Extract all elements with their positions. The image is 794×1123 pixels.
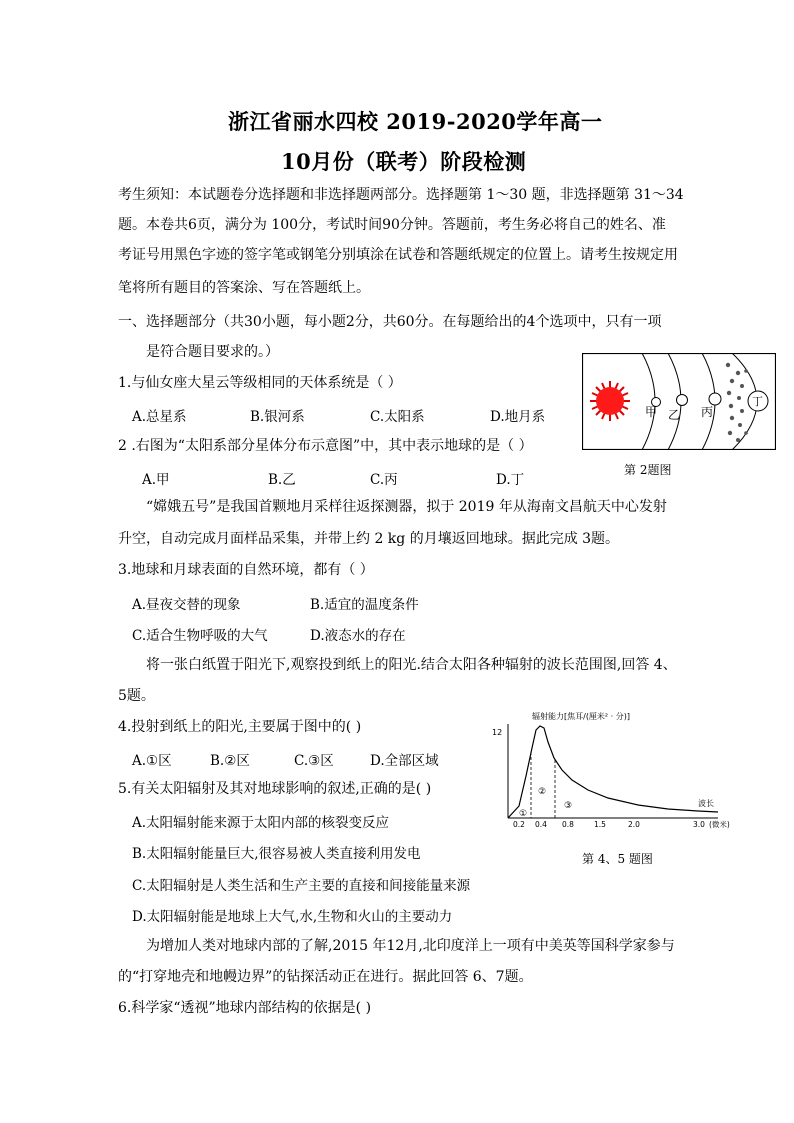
q2-option-b: B.乙: [268, 472, 296, 488]
fig45-x-tick: 2.0: [628, 820, 640, 829]
page-title-line2: 10月份（联考）阶段检测: [281, 149, 527, 174]
q5-option-a: A.太阳辐射能来源于太阳内部的核裂变反应: [132, 815, 390, 831]
question-4-stem: 4.投射到纸上的阳光,主要属于图中的( ): [118, 719, 362, 735]
fig2-label-yi: 乙: [668, 408, 681, 422]
q4-option-d: D.全部区域: [370, 753, 439, 769]
q2-option-d: D.丁: [496, 472, 525, 488]
passage-q45-cont: 5题。: [118, 688, 155, 704]
q2-option-c: C.丙: [370, 472, 398, 488]
q3-option-a: A.昼夜交替的现象: [132, 597, 241, 613]
passage-q3: “嫦娥五号”是我国首颗地月采样往返探测器，拟于 2019 年从海南文昌航天中心发射: [146, 499, 667, 515]
fig45-y-tick: 12: [492, 728, 503, 737]
sun-icon: [590, 381, 630, 421]
fig45-x-tick: 0.2: [513, 820, 525, 829]
question-3-stem: 3.地球和月球表面的自然环境，都有（ ）: [118, 562, 374, 578]
fig45-x-tick: 0.8: [562, 820, 574, 829]
solar-radiation-chart: [488, 706, 746, 832]
fig45-x-tick: 1.5: [594, 820, 606, 829]
fig45-region-3: ③: [564, 801, 573, 811]
fig2-label-ding: 丁: [752, 395, 763, 408]
notice-line: 考证号用黑色字迹的签字笔或钢笔分别填涂在试卷和答题纸规定的位置上。请考生按规定用: [118, 247, 678, 263]
fig45-region-2: ②: [538, 787, 547, 797]
q1-option-b: B.银河系: [250, 409, 305, 425]
passage-q67-cont: 的“打穿地壳和地幔边界”的钻探活动正在进行。据此回答 6、7题。: [118, 969, 533, 985]
fig45-x-tick: 0.4: [535, 820, 547, 829]
question-6-stem: 6.科学家“透视”地球内部结构的依据是( ): [118, 1000, 372, 1016]
fig2-label-jia: 甲: [645, 405, 658, 419]
question-5-stem: 5.有关太阳辐射及其对地球影响的叙述,正确的是( ): [118, 781, 432, 797]
fig45-region-1: ①: [519, 809, 528, 819]
q2-option-a: A.甲: [142, 472, 170, 488]
fig45-ylabel: 辐射能力[焦耳/(厘米² · 分)]: [532, 712, 631, 721]
section-heading-cont: 是符合题目要求的。）: [146, 344, 279, 360]
fig2-label-bing: 丙: [701, 405, 714, 419]
question-1-stem: 1.与仙女座大星云等级相同的天体系统是（ ）: [118, 375, 402, 391]
q4-option-c: C.③区: [294, 753, 334, 769]
q3-option-b: B.适宜的温度条件: [310, 597, 419, 613]
q1-option-a: A.总星系: [132, 409, 187, 425]
q5-option-d: D.太阳辐射能是地球上大气,水,生物和火山的主要动力: [132, 909, 453, 925]
q4-option-a: A.①区: [132, 753, 172, 769]
passage-q45: 将一张白纸置于阳光下,观察投到纸上的阳光.结合太阳各种辐射的波长范围图,回答 4、: [146, 657, 677, 673]
passage-q67: 为增加人类对地球内部的了解,2015 年12月,北印度洋上一项有中美英等国科学家参与: [146, 938, 675, 954]
question-2-stem: 2 .右图为“太阳系部分星体分布示意图”中，其中表示地球的是（ ）: [118, 438, 533, 454]
q3-option-d: D.液态水的存在: [310, 628, 406, 644]
section-heading: 一、选择题部分（共30小题，每小题2分，共60分。在每题给出的4个选项中，只有一项: [118, 314, 662, 330]
fig2-caption: 第 2题图: [624, 463, 672, 477]
passage-q3-cont: 升空，自动完成月面样品采集，并带上约 2 kg 的月壤返回地球。据此完成 3题。: [118, 531, 620, 547]
q4-option-b: B.②区: [210, 753, 250, 769]
q5-option-c: C.太阳辐射是人类生活和生产主要的直接和间接能量来源: [132, 878, 471, 894]
fig45-x-unit: (微米): [709, 820, 730, 829]
notice-line: 考生须知：本试题卷分选择题和非选择题两部分。选择题第 1～30 题，非选择题第 31～34: [118, 187, 684, 203]
q1-option-c: C.太阳系: [370, 409, 425, 425]
fig45-x-tick: 3.0: [693, 820, 705, 829]
q3-option-c: C.适合生物呼吸的大气: [132, 628, 268, 644]
solar-system-figure: [582, 353, 776, 450]
notice-line: 笔将所有题目的答案涂、写在答题纸上。: [118, 280, 370, 296]
notice-line: 题。本卷共6页，满分为 100分，考试时间90分钟。答题前，考生务必将自己的姓名、准: [118, 217, 666, 233]
fig45-caption: 第 4、5 题图: [582, 852, 653, 866]
q5-option-b: B.太阳辐射能量巨大,很容易被人类直接利用发电: [132, 846, 421, 862]
q1-option-d: D.地月系: [490, 409, 546, 425]
fig45-curve-label: 波长: [698, 799, 714, 808]
page-title-line1: 浙江省丽水四校 2019-2020学年高一: [228, 109, 603, 134]
